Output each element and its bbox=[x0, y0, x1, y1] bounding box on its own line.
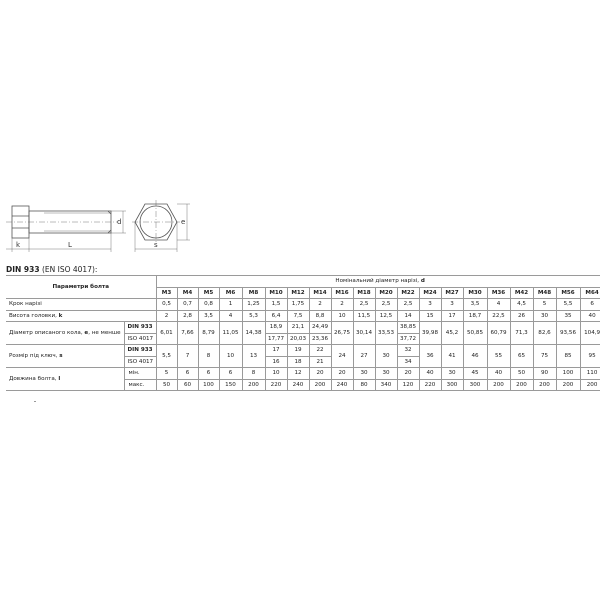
nominal-header-symbol: d bbox=[420, 278, 425, 284]
value-cell: 40 bbox=[419, 368, 441, 380]
value-cell: 38,85 bbox=[397, 322, 419, 334]
value-cell: 26,75 bbox=[331, 322, 353, 345]
label-k: k bbox=[16, 241, 21, 249]
value-cell: 65 bbox=[510, 345, 533, 368]
value-cell: 0,5 bbox=[156, 299, 177, 311]
value-cell: 46 bbox=[463, 345, 487, 368]
value-cell: 7,5 bbox=[287, 310, 309, 322]
value-cell: 2,5 bbox=[353, 299, 375, 311]
value-cell: 71,3 bbox=[510, 322, 533, 345]
value-cell: 22,5 bbox=[487, 310, 510, 322]
std-iso: ISO 4017 bbox=[124, 356, 156, 368]
value-cell: 34 bbox=[397, 356, 419, 368]
size-cell: M12 bbox=[287, 287, 309, 299]
value-cell: 13 bbox=[242, 345, 265, 368]
value-cell: 14,38 bbox=[242, 322, 265, 345]
size-cell: M56 bbox=[556, 287, 580, 299]
value-cell: 2 bbox=[331, 299, 353, 311]
value-cell: 3,5 bbox=[198, 310, 219, 322]
value-cell: 110 bbox=[580, 368, 600, 380]
value-cell: 33,53 bbox=[375, 322, 397, 345]
size-cell: M4 bbox=[177, 287, 198, 299]
value-cell: 2 bbox=[309, 299, 331, 311]
value-cell: 1,25 bbox=[242, 299, 265, 311]
size-cell: M30 bbox=[463, 287, 487, 299]
value-cell: 2 bbox=[156, 310, 177, 322]
value-cell: 20,03 bbox=[287, 333, 309, 345]
value-cell: 16 bbox=[265, 356, 287, 368]
label-e: e bbox=[181, 218, 186, 226]
value-cell: 18 bbox=[287, 356, 309, 368]
value-cell: 8 bbox=[242, 368, 265, 380]
value-cell: 22 bbox=[309, 345, 331, 357]
value-cell: 10 bbox=[331, 310, 353, 322]
value-cell: 300 bbox=[463, 379, 487, 391]
size-cell: M3 bbox=[156, 287, 177, 299]
size-cell: M36 bbox=[487, 287, 510, 299]
head-height-row-label bbox=[6, 310, 156, 322]
size-cell: M22 bbox=[397, 287, 419, 299]
param-symbol: e bbox=[84, 329, 89, 336]
value-cell: 10 bbox=[265, 368, 287, 380]
value-cell: 340 bbox=[375, 379, 397, 391]
header-row bbox=[6, 276, 600, 288]
value-cell: 1,5 bbox=[265, 299, 287, 311]
nominal-header-text: Номінальний діаметр нарізі, bbox=[335, 278, 420, 284]
value-cell: 20 bbox=[397, 368, 419, 380]
value-cell: 45,2 bbox=[441, 322, 463, 345]
value-cell: 150 bbox=[219, 379, 242, 391]
value-cell: 50 bbox=[156, 379, 177, 391]
value-cell: 6,4 bbox=[265, 310, 287, 322]
value-cell: 2,5 bbox=[397, 299, 419, 311]
value-cell: 2,5 bbox=[375, 299, 397, 311]
value-cell: 100 bbox=[556, 368, 580, 380]
min-label: мін. bbox=[124, 368, 156, 380]
value-cell: 120 bbox=[397, 379, 419, 391]
value-cell: 5,3 bbox=[242, 310, 265, 322]
bolt-length-label bbox=[6, 368, 124, 391]
value-cell: 104,9 bbox=[580, 322, 600, 345]
value-cell: 15 bbox=[419, 310, 441, 322]
param-label-text: Крок нарізі bbox=[9, 301, 42, 307]
value-cell: 200 bbox=[533, 379, 556, 391]
size-cell: M10 bbox=[265, 287, 287, 299]
param-symbol: s bbox=[59, 352, 63, 359]
value-cell: 10 bbox=[219, 345, 242, 368]
label-L: L bbox=[68, 241, 72, 249]
circle-diameter-row-din bbox=[6, 322, 600, 334]
value-cell: 200 bbox=[309, 379, 331, 391]
head-height-row bbox=[6, 310, 600, 322]
value-cell: 200 bbox=[242, 379, 265, 391]
value-cell: 30 bbox=[533, 310, 556, 322]
value-cell: 60 bbox=[177, 379, 198, 391]
value-cell: 41 bbox=[441, 345, 463, 368]
value-cell: 5,5 bbox=[156, 345, 177, 368]
value-cell: 18,9 bbox=[265, 322, 287, 334]
bolt-spec-table bbox=[6, 275, 600, 391]
value-cell: 3 bbox=[441, 299, 463, 311]
value-cell: 220 bbox=[419, 379, 441, 391]
caption-equivalent: (EN ISO 4017): bbox=[41, 265, 98, 274]
value-cell: 26 bbox=[510, 310, 533, 322]
value-cell: 12,5 bbox=[375, 310, 397, 322]
size-cell: M48 bbox=[533, 287, 556, 299]
value-cell: 40 bbox=[580, 310, 600, 322]
value-cell: 30,14 bbox=[353, 322, 375, 345]
value-cell: 0,7 bbox=[177, 299, 198, 311]
value-cell: 24 bbox=[331, 345, 353, 368]
value-cell: 40 bbox=[487, 368, 510, 380]
value-cell: 14 bbox=[397, 310, 419, 322]
value-cell: 93,56 bbox=[556, 322, 580, 345]
nominal-header bbox=[156, 276, 600, 288]
wrench-size-row-label bbox=[6, 345, 124, 368]
value-cell: 60,79 bbox=[487, 322, 510, 345]
value-cell: 1,75 bbox=[287, 299, 309, 311]
value-cell: 23,36 bbox=[309, 333, 331, 345]
circle-diameter-row-label bbox=[6, 322, 124, 345]
value-cell: 7,66 bbox=[177, 322, 198, 345]
value-cell: 11,05 bbox=[219, 322, 242, 345]
param-header: Параметри болта bbox=[6, 276, 156, 299]
value-cell: 200 bbox=[487, 379, 510, 391]
value-cell: 21,1 bbox=[287, 322, 309, 334]
value-cell: 200 bbox=[510, 379, 533, 391]
value-cell: 85 bbox=[556, 345, 580, 368]
value-cell: 24,49 bbox=[309, 322, 331, 334]
value-cell: 95 bbox=[580, 345, 600, 368]
value-cell: 55 bbox=[487, 345, 510, 368]
value-cell: 17,77 bbox=[265, 333, 287, 345]
value-cell: 21 bbox=[309, 356, 331, 368]
std-iso: ISO 4017 bbox=[124, 333, 156, 345]
label-d: d bbox=[117, 218, 122, 226]
bolt-length-min-row bbox=[6, 368, 600, 380]
value-cell: 36 bbox=[419, 345, 441, 368]
pitch-row bbox=[6, 299, 600, 311]
value-cell: 5,5 bbox=[556, 299, 580, 311]
size-cell: M6 bbox=[219, 287, 242, 299]
value-cell: 0,8 bbox=[198, 299, 219, 311]
value-cell: 5 bbox=[156, 368, 177, 380]
table-caption bbox=[6, 265, 97, 274]
value-cell: 45 bbox=[463, 368, 487, 380]
pitch-row-label bbox=[6, 299, 156, 311]
size-cell: M24 bbox=[419, 287, 441, 299]
value-cell: 30 bbox=[375, 368, 397, 380]
param-label-text: Висота головки, bbox=[9, 312, 57, 319]
value-cell: 37,72 bbox=[397, 333, 419, 345]
value-cell: 75 bbox=[533, 345, 556, 368]
bolt-drawing bbox=[4, 192, 204, 260]
label-s: s bbox=[154, 241, 158, 249]
value-cell: 27 bbox=[353, 345, 375, 368]
value-cell: 6,01 bbox=[156, 322, 177, 345]
value-cell: 35 bbox=[556, 310, 580, 322]
value-cell: 4,5 bbox=[510, 299, 533, 311]
param-label-suffix: , не менше bbox=[88, 329, 121, 336]
value-cell: 3,5 bbox=[463, 299, 487, 311]
value-cell: 200 bbox=[556, 379, 580, 391]
value-cell: 12 bbox=[287, 368, 309, 380]
size-cell: M8 bbox=[242, 287, 265, 299]
value-cell: 8 bbox=[198, 345, 219, 368]
param-label-text: Діаметр описаного кола, bbox=[9, 329, 83, 336]
value-cell: 4 bbox=[487, 299, 510, 311]
max-label: макс. bbox=[124, 379, 156, 391]
value-cell: 2,8 bbox=[177, 310, 198, 322]
value-cell: 6 bbox=[198, 368, 219, 380]
value-cell: 100 bbox=[198, 379, 219, 391]
wrench-size-row-din bbox=[6, 345, 600, 357]
value-cell: 11,5 bbox=[353, 310, 375, 322]
value-cell: 50,85 bbox=[463, 322, 487, 345]
size-cell: M20 bbox=[375, 287, 397, 299]
value-cell: 300 bbox=[441, 379, 463, 391]
size-cell: M27 bbox=[441, 287, 463, 299]
value-cell: 1 bbox=[219, 299, 242, 311]
value-cell: 20 bbox=[331, 368, 353, 380]
value-cell: 18,7 bbox=[463, 310, 487, 322]
size-cell: M16 bbox=[331, 287, 353, 299]
caption-standard: DIN 933 bbox=[6, 265, 40, 274]
value-cell: 20 bbox=[309, 368, 331, 380]
value-cell: 8,79 bbox=[198, 322, 219, 345]
size-cell: M64 bbox=[580, 287, 600, 299]
param-label-text: Розмір під ключ, bbox=[9, 352, 58, 359]
value-cell: 17 bbox=[441, 310, 463, 322]
value-cell: 90 bbox=[533, 368, 556, 380]
size-cell: M5 bbox=[198, 287, 219, 299]
value-cell: 200 bbox=[580, 379, 600, 391]
size-cell: M18 bbox=[353, 287, 375, 299]
param-symbol: l bbox=[58, 375, 61, 382]
value-cell: 240 bbox=[331, 379, 353, 391]
value-cell: 30 bbox=[375, 345, 397, 368]
std-din: DIN 933 bbox=[124, 345, 156, 357]
param-label-text: Довжина болта, bbox=[9, 375, 57, 382]
value-cell: 5 bbox=[533, 299, 556, 311]
value-cell: 220 bbox=[265, 379, 287, 391]
value-cell: 19 bbox=[287, 345, 309, 357]
std-din: DIN 933 bbox=[124, 322, 156, 334]
value-cell: 8,8 bbox=[309, 310, 331, 322]
value-cell: 80 bbox=[353, 379, 375, 391]
value-cell: 6 bbox=[580, 299, 600, 311]
value-cell: 82,6 bbox=[533, 322, 556, 345]
size-cell: M14 bbox=[309, 287, 331, 299]
value-cell: 6 bbox=[177, 368, 198, 380]
value-cell: 17 bbox=[265, 345, 287, 357]
value-cell: 7 bbox=[177, 345, 198, 368]
value-cell: 30 bbox=[353, 368, 375, 380]
value-cell: 4 bbox=[219, 310, 242, 322]
size-cell: M42 bbox=[510, 287, 533, 299]
value-cell: 240 bbox=[287, 379, 309, 391]
stray-mark bbox=[34, 401, 36, 402]
value-cell: 39,98 bbox=[419, 322, 441, 345]
value-cell: 6 bbox=[219, 368, 242, 380]
value-cell: 30 bbox=[441, 368, 463, 380]
param-symbol: k bbox=[58, 312, 63, 319]
value-cell: 3 bbox=[419, 299, 441, 311]
value-cell: 32 bbox=[397, 345, 419, 357]
value-cell: 50 bbox=[510, 368, 533, 380]
